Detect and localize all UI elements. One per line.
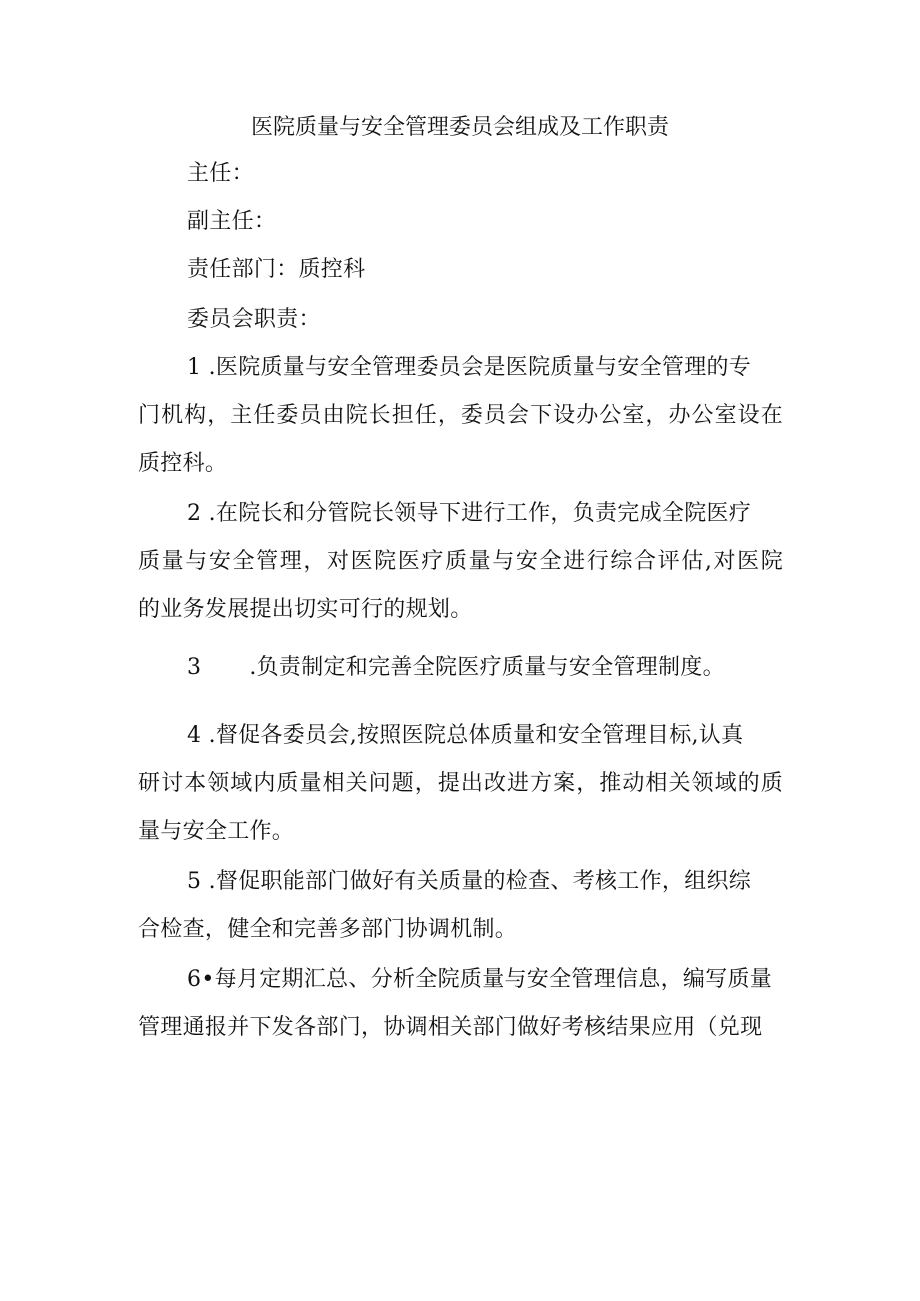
duty-item-3-text-1: .负责制定和完善全院医疗质量与安全管理制度。 (249, 655, 725, 680)
duty-item-4-number: 4 (187, 723, 202, 748)
duty-item-1-line-2: 门机构，主任委员由院长担任，委员会下设办公室，办公室设在 (138, 403, 783, 428)
duty-item-3-line-1 (187, 652, 725, 684)
duty-item-6-line-1 (187, 964, 772, 996)
duty-item-1-text-1: .医院质量与安全管理委员会是医院质量与安全管理的专 (208, 355, 752, 380)
document-title: 医院质量与安全管理委员会组成及工作职责 (250, 115, 669, 140)
deputy-director-line: 副主任： (187, 209, 277, 234)
duty-item-6-text-1: •每月定期汇总、分析全院质量与安全管理信息，编写质量 (201, 967, 773, 992)
duty-item-2-text-1: .在院长和分管院长领导下进行工作，负责完成全院医疗 (208, 501, 752, 526)
duty-item-2-line-2: 质量与安全管理，对医院医疗质量与安全进行综合评估,对医院 (138, 549, 783, 574)
duty-item-2-number: 2 (187, 501, 202, 526)
duty-item-4-line-2: 研讨本领域内质量相关问题，提出改进方案，推动相关领域的质 (138, 771, 783, 796)
duties-heading: 委员会职责： (187, 307, 321, 332)
duty-item-5-line-1 (187, 866, 751, 898)
duty-item-5-line-2: 合检查，健全和完善多部门协调机制。 (138, 917, 518, 942)
duty-item-4-line-1 (187, 720, 743, 752)
duty-item-2-line-3: 的业务发展提出切实可行的规划。 (138, 597, 473, 622)
responsible-department-line: 责任部门：质控科 (187, 257, 366, 282)
duty-item-4-text-1: .督促各委员会,按照医院总体质量和安全管理目标,认真 (208, 723, 744, 748)
duty-item-1-line-3: 质控科。 (138, 451, 228, 476)
duty-item-1-line-1 (187, 352, 783, 384)
duty-item-4-line-3: 量与安全工作。 (138, 819, 295, 844)
duty-item-2-line-1 (187, 498, 751, 530)
director-line: 主任： (187, 161, 254, 186)
duty-item-3-number: 3 (187, 655, 202, 680)
duty-item-6-number: 6 (187, 967, 202, 992)
duty-item-5-text-1: .督促职能部门做好有关质量的检查、考核工作，组织综 (208, 869, 752, 894)
duty-item-5-number: 5 (187, 869, 202, 894)
duty-item-6-line-2: 管理通报并下发各部门，协调相关部门做好考核结果应用（兑现 (138, 1015, 763, 1040)
duty-item-1-number: 1 (187, 355, 202, 380)
